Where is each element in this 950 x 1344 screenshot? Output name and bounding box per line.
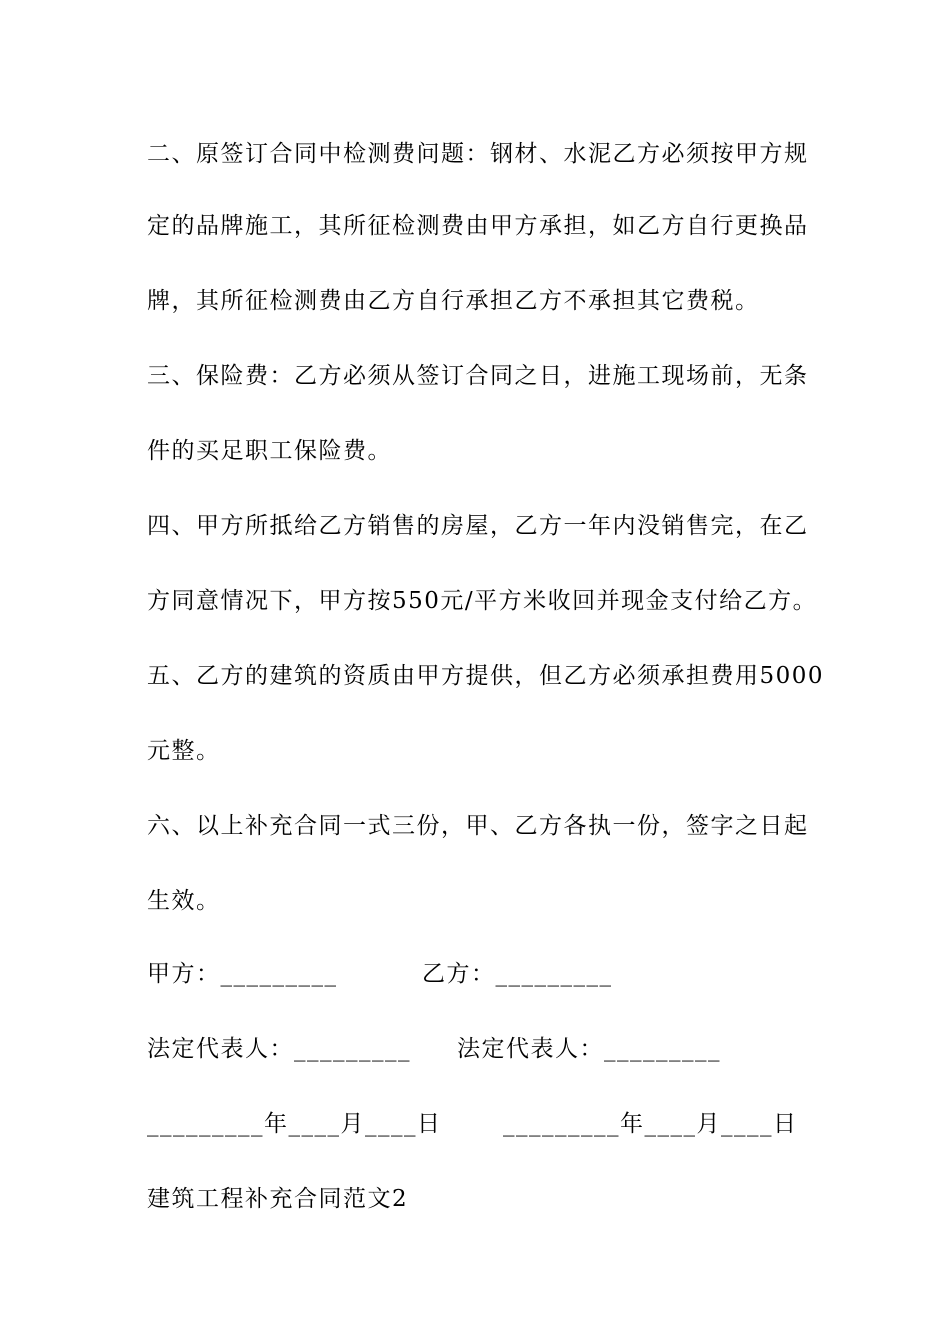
paragraph-3-line-1: 三、保险费：乙方必须从签订合同之日，进施工现场前，无条 [147,363,809,389]
party-a-legal-representative: 法定代表人：_________ [147,1036,411,1062]
party-b-date: _________年____月____日 [503,1111,798,1137]
paragraph-4-line-2: 方同意情况下，甲方按550元/平方米收回并现金支付给乙方。 [147,588,818,614]
paragraph-2-line-2: 定的品牌施工，其所征检测费由甲方承担，如乙方自行更换品 [147,213,809,239]
party-b-legal-representative: 法定代表人：_________ [457,1036,721,1062]
paragraph-6-line-1: 六、以上补充合同一式三份，甲、乙方各执一份，签字之日起 [147,813,809,839]
paragraph-5-line-1: 五、乙方的建筑的资质由甲方提供，但乙方必须承担费用5000 [147,663,825,689]
paragraph-6-line-2: 生效。 [147,888,221,914]
party-a-date: _________年____月____日 [147,1111,442,1137]
paragraph-3-line-2: 件的买足职工保险费。 [147,438,392,464]
paragraph-2-line-1: 二、原签订合同中检测费问题：钢材、水泥乙方必须按甲方规 [147,141,809,167]
next-section-title: 建筑工程补充合同范文2 [147,1186,409,1212]
party-b-signature: 乙方：_________ [422,961,613,987]
paragraph-2-line-3: 牌，其所征检测费由乙方自行承担乙方不承担其它费税。 [147,288,760,314]
paragraph-4-line-1: 四、甲方所抵给乙方销售的房屋，乙方一年内没销售完，在乙 [147,513,809,539]
party-a-signature: 甲方：_________ [147,961,338,987]
paragraph-5-line-2: 元整。 [147,738,221,764]
